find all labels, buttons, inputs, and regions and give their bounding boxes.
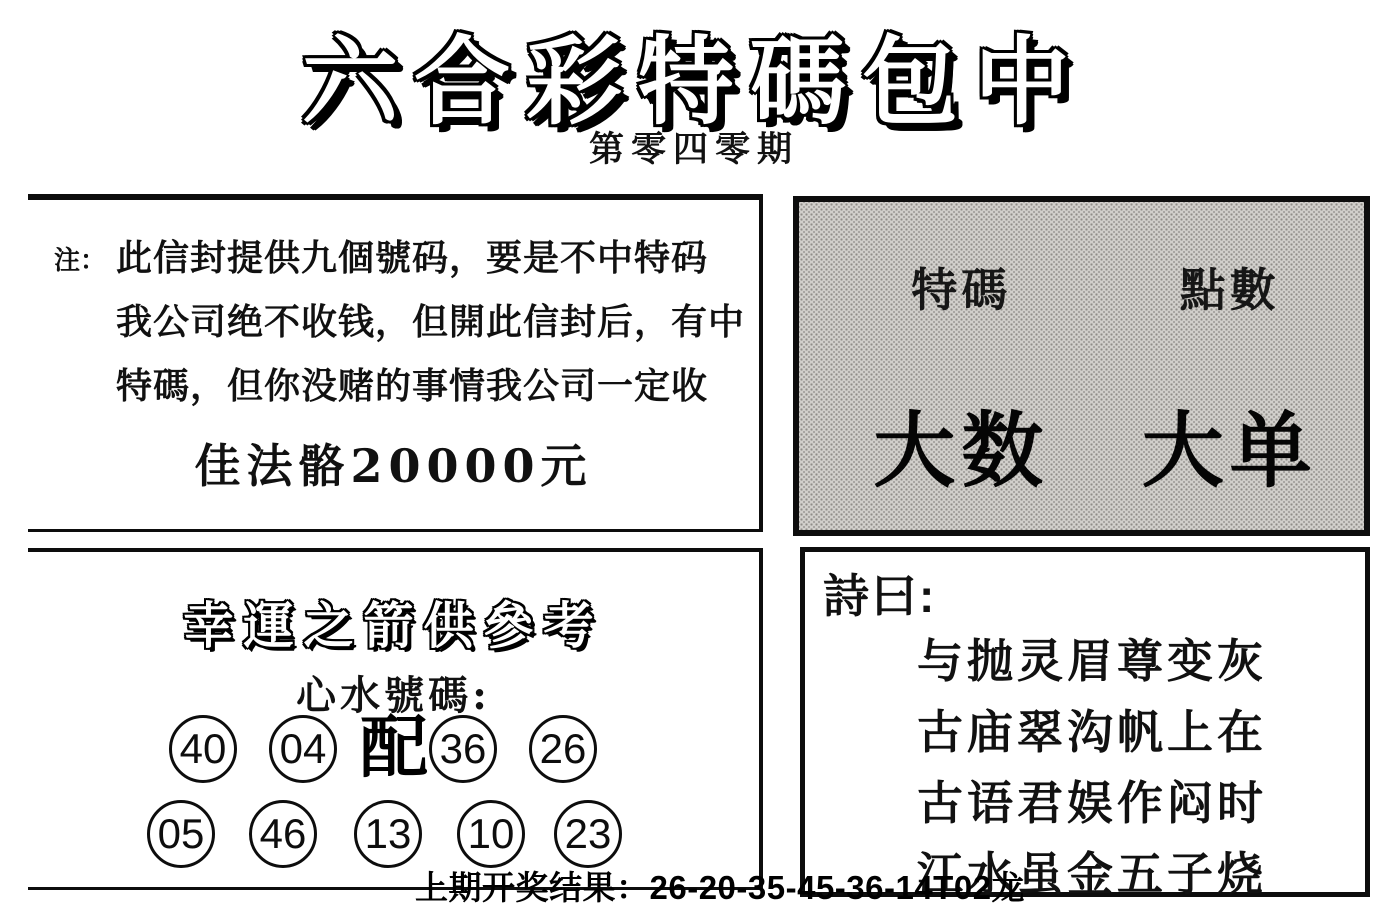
lucky-subtitle: 心水號碼: xyxy=(296,672,491,719)
lucky-numbers-box xyxy=(28,548,763,890)
poem-line-3: 古语君娱作闷时 xyxy=(917,776,1267,830)
bonus-amount: 佳法骼20000元 xyxy=(194,439,593,493)
points-column xyxy=(1096,202,1365,530)
note-label: 注： xyxy=(54,246,107,276)
page-title: 六合彩特碼包中 xyxy=(302,25,1086,138)
poem-line-1: 与抛灵眉尊变灰 xyxy=(917,634,1267,688)
lucky-number-40: 40 xyxy=(169,715,237,783)
lucky-number-46: 46 xyxy=(249,800,317,868)
points-value: 大单 xyxy=(1141,403,1318,499)
lucky-number-13: 13 xyxy=(354,800,422,868)
lucky-number-23: 23 xyxy=(554,800,622,868)
poem-line-2: 古庙翠沟帆上在 xyxy=(917,705,1267,759)
note-line-2: 我公司绝不收钱，但開此信封后，有中 xyxy=(116,301,746,343)
lucky-number-36: 36 xyxy=(429,715,497,783)
lucky-number-04: 04 xyxy=(269,715,337,783)
lucky-title: 幸運之箭供參考 xyxy=(183,596,604,655)
last-draw-result: 上期开奖结果：26-20-35-45-36-14T02龙 xyxy=(415,869,1026,906)
poem-label: 詩曰: xyxy=(823,570,937,622)
note-box xyxy=(28,194,763,532)
note-line-1: 此信封提供九個號码，要是不中特码 xyxy=(116,237,709,279)
pair-connector: 配 xyxy=(360,708,429,788)
special-code-column xyxy=(827,202,1096,530)
note-lines xyxy=(116,226,745,418)
poem-box xyxy=(800,547,1370,901)
note-row xyxy=(28,226,759,418)
poem-line-4: 江水虽金五子烧 xyxy=(917,847,1267,901)
points-header: 點數 xyxy=(1179,263,1280,317)
special-code-header: 特碼 xyxy=(911,263,1012,317)
note-line-3: 特碼，但你没赌的事情我公司一定收 xyxy=(116,365,709,407)
issue-number: 第零四零期 xyxy=(588,129,799,170)
lucky-number-10: 10 xyxy=(457,800,525,868)
lucky-number-05: 05 xyxy=(147,800,215,868)
special-code-value: 大数 xyxy=(873,403,1050,499)
prediction-box xyxy=(793,196,1370,536)
lucky-number-26: 26 xyxy=(529,715,597,783)
